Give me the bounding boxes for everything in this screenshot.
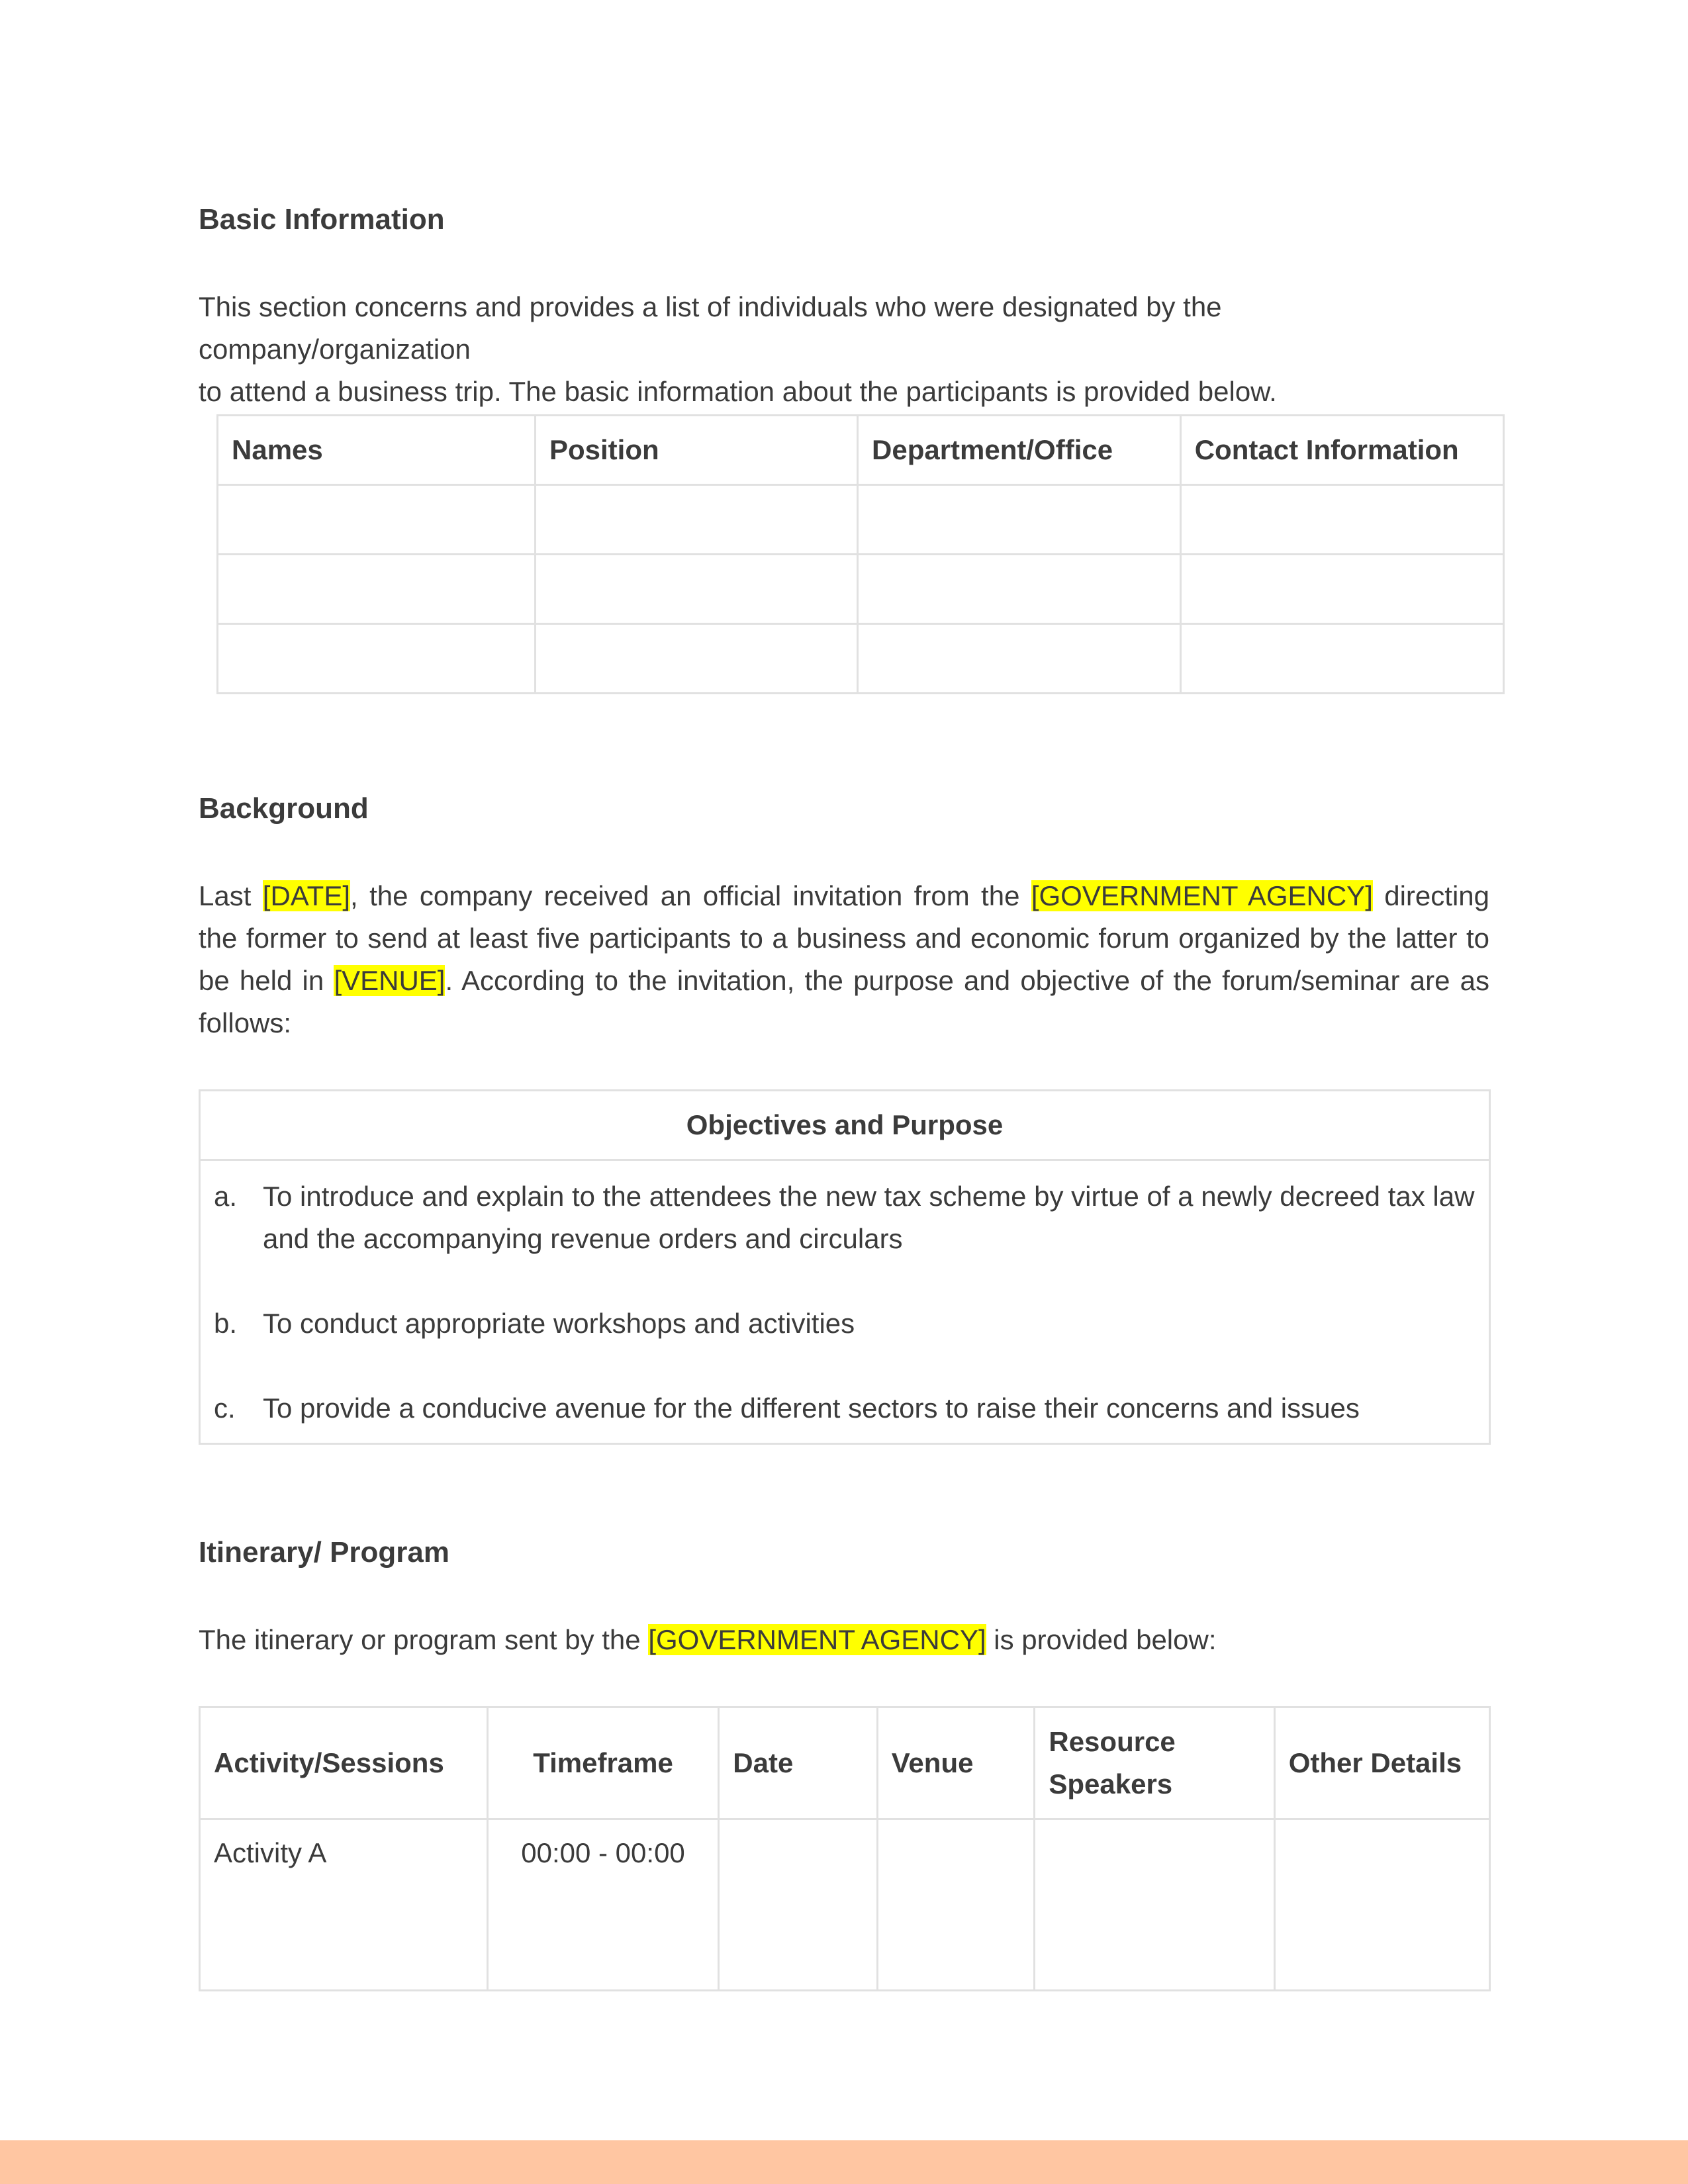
objectives-table: [199, 1089, 1491, 1445]
table-cell: [218, 485, 536, 555]
column-header-position: Position: [535, 416, 857, 485]
basic-information-heading: Basic Information: [199, 203, 445, 236]
list-item: [214, 1175, 1476, 1260]
table-cell: [535, 624, 857, 694]
column-header-activity: Activity/Sessions: [200, 1707, 488, 1819]
list-item-text: To conduct appropriate workshops and activities: [263, 1308, 855, 1339]
table-row: [218, 624, 1504, 694]
basic-information-line-1: This section concerns and provides a list of individuals who were designated by the company/organization: [199, 291, 1222, 365]
background-text-2: directing the former to send at least five participants to a business and economic forum organized by the latter to be held in: [199, 880, 1489, 996]
date-placeholder: [DATE]: [262, 880, 351, 911]
objectives-header: Objectives and Purpose: [200, 1091, 1490, 1160]
column-header-other-details: Other Details: [1274, 1707, 1489, 1819]
table-row: [218, 485, 1504, 555]
column-header-date: Date: [719, 1707, 877, 1819]
resource-speakers-cell: [1035, 1819, 1274, 1991]
basic-information-paragraph: [199, 286, 1489, 413]
government-agency-placeholder: [GOVERNMENT AGENCY]: [648, 1624, 986, 1655]
column-header-department: Department/Office: [858, 416, 1181, 485]
itinerary-table: [199, 1706, 1491, 1991]
table-row: [218, 555, 1504, 624]
column-header-timeframe: Timeframe: [487, 1707, 719, 1819]
list-marker: a.: [214, 1181, 238, 1212]
list-marker: c.: [214, 1392, 236, 1424]
background-text-3: . According to the invitation, the purpose and objective of the forum/seminar are as follows:: [199, 965, 1489, 1038]
other-details-cell: [1274, 1819, 1489, 1991]
itinerary-header-row: [200, 1707, 1490, 1819]
participants-table: [216, 414, 1505, 694]
venue-cell: [877, 1819, 1035, 1991]
date-cell: [719, 1819, 877, 1991]
table-cell: [1180, 624, 1503, 694]
background-paragraph: [199, 875, 1489, 1044]
itinerary-heading: Itinerary/ Program: [199, 1536, 450, 1569]
objectives-body-row: [200, 1160, 1490, 1444]
venue-placeholder: [VENUE]: [334, 965, 445, 996]
itinerary-text-2: is provided below:: [986, 1624, 1217, 1655]
activity-cell: Activity A: [200, 1819, 488, 1991]
list-item: [214, 1302, 1476, 1345]
objectives-header-row: [200, 1091, 1490, 1160]
table-cell: [858, 485, 1181, 555]
column-header-contact: Contact Information: [1180, 416, 1503, 485]
itinerary-text-1: The itinerary or program sent by the: [199, 1624, 649, 1655]
objectives-cell: [200, 1160, 1490, 1444]
table-cell: [1180, 555, 1503, 624]
column-header-venue: Venue: [877, 1707, 1035, 1819]
timeframe-cell: 00:00 - 00:00: [487, 1819, 719, 1991]
objectives-list: [214, 1175, 1476, 1430]
table-cell: [858, 555, 1181, 624]
table-cell: [1180, 485, 1503, 555]
table-cell: [218, 555, 536, 624]
list-item: [214, 1387, 1476, 1430]
list-item-text: To provide a conducive avenue for the different sectors to raise their concerns and issues: [263, 1392, 1360, 1424]
table-cell: [858, 624, 1181, 694]
participants-header-row: [218, 416, 1504, 485]
background-text-last: Last: [199, 880, 263, 911]
footer-band: [0, 2140, 1688, 2184]
column-header-names: Names: [218, 416, 536, 485]
background-text-1: , the company received an official invitation from the: [350, 880, 1031, 911]
table-row: [200, 1819, 1490, 1991]
column-header-resource-speakers: Resource Speakers: [1035, 1707, 1274, 1819]
table-cell: [535, 485, 857, 555]
background-heading: Background: [199, 792, 369, 825]
basic-information-line-2: to attend a business trip. The basic information about the participants is provided below.: [199, 376, 1277, 407]
list-item-text: To introduce and explain to the attendees the new tax scheme by virtue of a newly decreed tax law and the accompanying revenue orders and circulars: [263, 1181, 1475, 1254]
itinerary-paragraph: [199, 1619, 1489, 1661]
table-cell: [535, 555, 857, 624]
list-marker: b.: [214, 1308, 238, 1339]
table-cell: [218, 624, 536, 694]
government-agency-placeholder: [GOVERNMENT AGENCY]: [1031, 880, 1373, 911]
